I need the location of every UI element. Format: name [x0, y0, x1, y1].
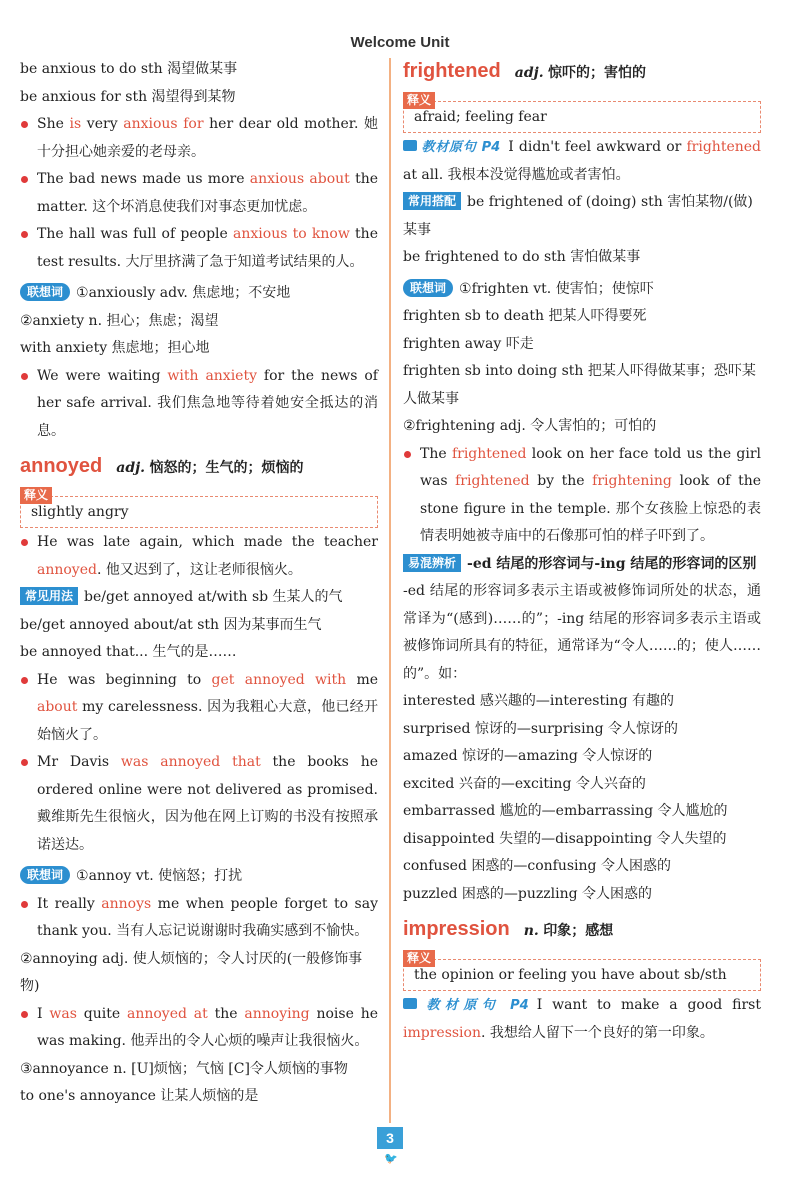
definition-text: afraid; feeling fear — [403, 101, 761, 133]
assoc-label: 联想词 — [20, 866, 70, 884]
textbook-source-label: 教材原句 P4 — [403, 140, 500, 155]
bullet-icon — [21, 1011, 28, 1018]
definition-tag: 释义 — [403, 950, 435, 967]
assoc-label: 联想词 — [403, 279, 453, 297]
usage-label: 常见用法 — [20, 587, 78, 605]
bullet-icon — [21, 231, 28, 238]
example-sentence: We were waiting with anxiety for the news of her safe arrival. 我们焦急地等待着她安全抵达的消息。 — [20, 363, 378, 446]
example-sentence: Mr Davis was annoyed that the books he ordered online were not delivered as promised. 戴维斯先生很恼火，因为他在网上订购的书没有按照承诺送达。 — [20, 749, 378, 859]
assoc-line: with anxiety 焦虑地；担心地 — [20, 340, 210, 356]
column-divider — [389, 58, 391, 1123]
phrase-line: be anxious to do sth 渴望做某事 — [20, 61, 238, 77]
usage-line: be/get annoyed about/at sth 因为某事而生气 — [20, 616, 322, 633]
assoc-line: ②annoying adj. 使人烦恼的；令人讨厌的(一般修饰事物) — [20, 950, 363, 994]
bullet-icon — [21, 677, 28, 684]
definition-tag: 释义 — [403, 92, 435, 109]
assoc-line: ②frightening adj. 令人害怕的；可怕的 — [403, 418, 657, 434]
list-item: amazed 惊讶的—amazing 令人惊讶的 — [403, 748, 653, 764]
headword-frightened: frightened adj. 惊吓的；害怕的 — [403, 60, 647, 82]
assoc-label: 联想词 — [20, 283, 70, 301]
phrase-line: be anxious for sth 渴望得到某物 — [20, 88, 236, 105]
right-column — [403, 56, 761, 1047]
left-column — [20, 56, 378, 1111]
bird-icon: 🐦 — [384, 1152, 398, 1165]
bullet-icon — [21, 759, 28, 766]
bullet-icon — [21, 121, 28, 128]
bullet-icon — [21, 373, 28, 380]
headword: impression — [403, 918, 510, 940]
assoc-line: ②anxiety n. 担心；焦虑；渴望 — [20, 312, 219, 329]
assoc-line: 联想词 ①anxiously adv. 焦虑地；不安地 — [20, 280, 378, 308]
example-sentence: The frightened look on her face told us the girl was frightened by the frightening look of the stone figure in the temple. 那个女孩脸上惊恐的表情表明她被寺庙中的石像那可怕的样子吓到了。 — [403, 441, 761, 551]
list-item: disappointed 失望的—disappointing 令人失望的 — [403, 830, 727, 847]
assoc-line: 联想词 ①annoy vt. 使恼怒；打扰 — [20, 863, 378, 891]
assoc-line: to one's annoyance 让某人烦恼的是 — [20, 1088, 259, 1104]
assoc-line: frighten sb to death 把某人吓得要死 — [403, 308, 647, 324]
textbook-source-label: 教材原句 P4 — [403, 998, 529, 1013]
example-sentence: He was late again, which made the teacher annoyed. 他又迟到了，这让老师很恼火。 — [20, 529, 378, 584]
confuse-title-line: 易混辨析 -ed 结尾的形容词与-ing 结尾的形容词的区别 — [403, 551, 761, 579]
headword: frightened — [403, 60, 501, 82]
book-icon — [403, 998, 417, 1009]
usage-line: be annoyed that... 生气的是…… — [20, 644, 237, 660]
list-item: embarrassed 尴尬的—embarrassing 令人尴尬的 — [403, 803, 728, 819]
definition-text: slightly angry — [20, 496, 378, 528]
example-sentence: The hall was full of people anxious to know the test results. 大厅里挤满了急于知道考试结果的人。 — [20, 221, 378, 276]
example-sentence: The bad news made us more anxious about the matter. 这个坏消息使我们对事态更加忧虑。 — [20, 166, 378, 221]
list-item: excited 兴奋的—exciting 令人兴奋的 — [403, 775, 646, 792]
definition-tag: 释义 — [20, 487, 52, 504]
confuse-label: 易混辨析 — [403, 554, 461, 572]
textbook-sentence: 教材原句 P4 I want to make a good first impression. 我想给人留下一个良好的第一印象。 — [403, 997, 761, 1041]
running-header: Welcome Unit — [350, 34, 450, 51]
assoc-line: frighten sb into doing sth 把某人吓得做某事；恐吓某人做某事 — [403, 363, 756, 407]
adjective-pairs-list — [403, 688, 761, 908]
list-item: interested 感兴趣的—interesting 有趣的 — [403, 693, 674, 709]
assoc-line: ③annoyance n. [U]烦恼；气恼 [C]令人烦恼的事物 — [20, 1060, 348, 1077]
headword-annoyed: annoyed adj. 恼怒的；生气的；烦恼的 — [20, 455, 304, 477]
assoc-line: frighten away 吓走 — [403, 335, 534, 352]
confuse-text: -ed 结尾的形容词多表示主语或被修饰词所处的状态，通常译为“(感到)……的”；-ing 结尾的形容词多表示主语或被修饰词所具有的特征，通常译为“令人……的；使人……的”。如： — [403, 583, 761, 682]
definition-box — [20, 487, 378, 521]
colloc-line: 常用搭配 be frightened of (doing) sth 害怕某物/(做)某事 — [403, 194, 753, 238]
list-item: puzzled 困惑的—puzzling 令人困惑的 — [403, 885, 653, 902]
bullet-icon — [404, 451, 411, 458]
definition-text: the opinion or feeling you have about sb/sth — [403, 959, 761, 991]
bullet-icon — [21, 539, 28, 546]
example-sentence: He was beginning to get annoyed with me about my carelessness. 因为我粗心大意，他已经开始恼火了。 — [20, 667, 378, 750]
assoc-line: 联想词 ①frighten vt. 使害怕；使惊吓 — [403, 276, 761, 304]
list-item: surprised 惊讶的—surprising 令人惊讶的 — [403, 720, 679, 737]
colloc-label: 常用搭配 — [403, 192, 461, 210]
headword-impression: impression n. 印象；感想 — [403, 918, 614, 940]
example-sentence: She is very anxious for her dear old mother. 她十分担心她亲爱的老母亲。 — [20, 111, 378, 166]
example-sentence: I was quite annoyed at the annoying noise he was making. 他弄出的令人心烦的噪声让我很恼火。 — [20, 1001, 378, 1056]
colloc-line: be frightened to do sth 害怕做某事 — [403, 249, 641, 265]
page-number: 3 — [377, 1127, 403, 1149]
usage-line: 常见用法 be/get annoyed at/with sb 生某人的气 — [20, 584, 378, 612]
headword: annoyed — [20, 455, 103, 477]
bullet-icon — [21, 176, 28, 183]
definition-box — [403, 92, 761, 126]
book-icon — [403, 140, 417, 151]
bullet-icon — [21, 901, 28, 908]
textbook-sentence: 教材原句 P4 I didn't feel awkward or frightened at all. 我根本没觉得尴尬或者害怕。 — [403, 139, 761, 183]
list-item: confused 困惑的—confusing 令人困惑的 — [403, 858, 671, 874]
example-sentence: It really annoys me when people forget to say thank you. 当有人忘记说谢谢时我确实感到不愉快。 — [20, 891, 378, 946]
definition-box — [403, 950, 761, 984]
